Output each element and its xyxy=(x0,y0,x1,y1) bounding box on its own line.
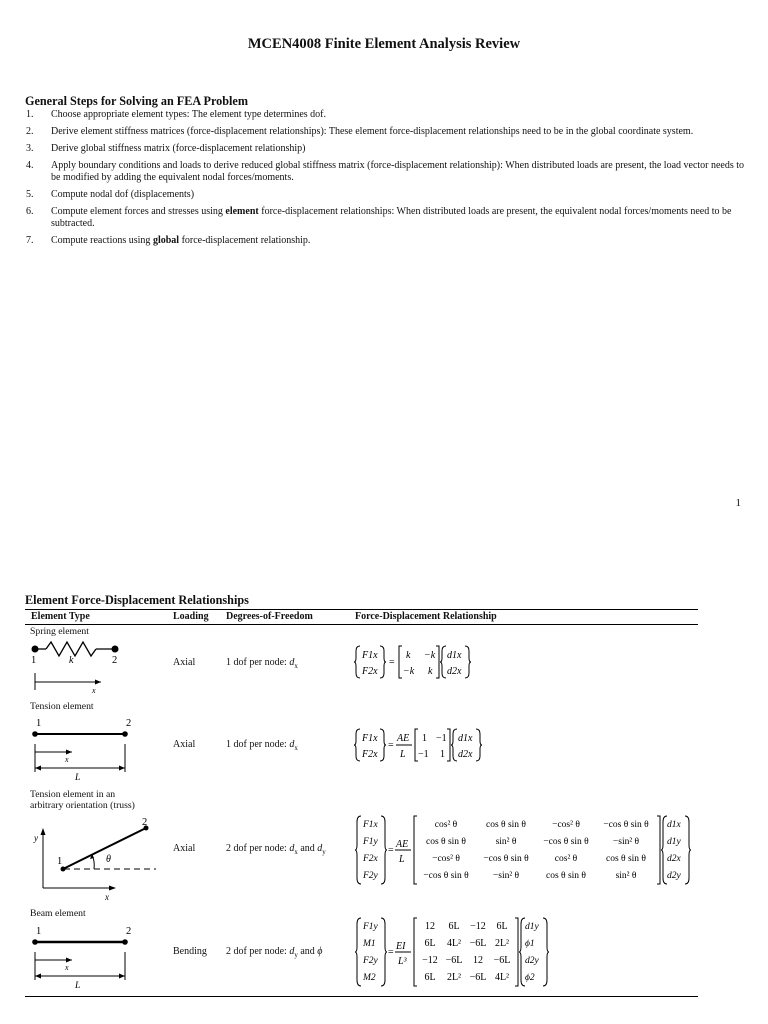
x-axis-label: x xyxy=(92,686,96,695)
svg-text:F2x: F2x xyxy=(362,749,378,760)
svg-text:d1y: d1y xyxy=(525,922,539,932)
step-text: Compute element forces and stresses using xyxy=(51,206,226,217)
dof-cell: 2 dof per node: $d_y$ and ϕ xyxy=(226,946,323,959)
step-text: Compute reactions using xyxy=(51,235,153,246)
step-number: 5. xyxy=(26,189,34,200)
svg-text:cos θ sin θ: cos θ sin θ xyxy=(486,820,526,830)
svg-text:F2x: F2x xyxy=(363,854,378,864)
svg-text:6L: 6L xyxy=(424,972,436,983)
svg-text:=: = xyxy=(388,740,394,751)
svg-text:d1x: d1x xyxy=(667,820,681,830)
svg-text:4L²: 4L² xyxy=(494,972,510,983)
step-number: 2. xyxy=(26,126,34,137)
step-number: 7. xyxy=(26,235,34,246)
node-1-label: 1 xyxy=(31,655,37,666)
svg-text:−cos² θ: −cos² θ xyxy=(552,820,580,830)
step-number: 1. xyxy=(26,109,34,120)
page-number: 1 xyxy=(735,497,741,509)
column-header-element-type: Element Type xyxy=(31,611,90,622)
svg-text:sin² θ: sin² θ xyxy=(495,837,517,847)
document-title: MCEN4008 Finite Element Analysis Review xyxy=(247,36,521,52)
length-label: L xyxy=(75,981,81,991)
loading-cell: Axial xyxy=(173,843,196,854)
node-2-label: 2 xyxy=(142,817,148,828)
step-text: Choose appropriate element types: The element type determines dof. xyxy=(51,109,327,120)
steps-list xyxy=(26,109,746,252)
svg-text:d1y: d1y xyxy=(667,837,681,847)
svg-text:L: L xyxy=(400,749,406,760)
column-header-loading: Loading xyxy=(173,611,209,622)
svg-text:4L²: 4L² xyxy=(446,938,462,949)
table-row-type: Spring element xyxy=(30,626,89,637)
theta-label: θ xyxy=(106,854,111,865)
svg-text:2L²: 2L² xyxy=(494,938,510,949)
dof-cell: 1 dof per node: $d_x$ xyxy=(226,739,298,752)
step-emphasis: global xyxy=(152,235,180,246)
svg-text:6L: 6L xyxy=(496,921,508,932)
svg-text:M2: M2 xyxy=(363,973,376,983)
stiffness-matrix xyxy=(422,921,510,983)
svg-text:sin² θ: sin² θ xyxy=(615,871,637,881)
dof-cell: 1 dof per node: $d_x$ xyxy=(226,657,298,670)
step-text: force-displacement relationship. xyxy=(179,235,311,246)
list-item xyxy=(26,109,746,121)
table-heading: Element Force-Displacement Relationships xyxy=(25,593,249,607)
svg-text:L³: L³ xyxy=(398,956,407,967)
truss-equation xyxy=(354,814,694,886)
node-1-label: 1 xyxy=(57,856,63,867)
svg-text:−6L: −6L xyxy=(445,955,463,966)
svg-text:12: 12 xyxy=(425,921,435,932)
column-header-relationship: Force-Displacement Relationship xyxy=(355,611,497,622)
list-item xyxy=(26,126,746,138)
svg-text:1: 1 xyxy=(422,733,427,744)
svg-text:2L²: 2L² xyxy=(446,972,462,983)
svg-text:F2y: F2y xyxy=(363,956,378,966)
svg-text:cos θ sin θ: cos θ sin θ xyxy=(426,837,466,847)
svg-text:EI: EI xyxy=(396,941,406,952)
tension-equation xyxy=(354,727,554,763)
column-header-dof: Degrees-of-Freedom xyxy=(226,611,313,622)
svg-text:d2y: d2y xyxy=(667,871,681,881)
svg-text:cos² θ: cos² θ xyxy=(434,820,458,830)
svg-text:−k: −k xyxy=(424,650,436,661)
svg-text:−cos θ sin θ: −cos θ sin θ xyxy=(483,854,529,864)
y-axis-label: y xyxy=(34,833,38,843)
svg-text:AE: AE xyxy=(397,733,410,744)
list-item xyxy=(26,206,746,230)
step-text: force-displacement relationships: When distributed loads are present, the equivalent nodal forces/moments need to be subtracted. xyxy=(51,206,732,229)
svg-text:−cos θ sin θ: −cos θ sin θ xyxy=(423,871,469,881)
svg-text:d2x: d2x xyxy=(667,854,681,864)
list-item xyxy=(26,143,746,155)
svg-text:−6L: −6L xyxy=(469,972,487,983)
svg-text:=: = xyxy=(389,657,395,668)
spring-equation xyxy=(354,644,554,680)
svg-text:1: 1 xyxy=(440,749,445,760)
table-row-type: Tension element xyxy=(30,701,94,712)
step-number: 6. xyxy=(26,206,34,217)
length-label: L xyxy=(75,773,81,783)
svg-text:ϕ1: ϕ1 xyxy=(525,939,535,949)
step-number: 3. xyxy=(26,143,34,154)
beam-diagram xyxy=(28,922,138,992)
svg-text:d2x: d2x xyxy=(458,749,473,760)
svg-text:−6L: −6L xyxy=(493,955,511,966)
loading-cell: Bending xyxy=(173,946,207,957)
svg-text:−6L: −6L xyxy=(469,938,487,949)
svg-text:=: = xyxy=(388,947,394,958)
node-1-label: 1 xyxy=(36,718,42,729)
svg-text:−sin² θ: −sin² θ xyxy=(492,871,520,881)
x-axis-label: x xyxy=(65,963,69,972)
list-item xyxy=(26,189,746,201)
svg-text:k: k xyxy=(406,650,411,661)
stiffness-matrix xyxy=(423,820,649,881)
svg-text:cos θ sin θ: cos θ sin θ xyxy=(546,871,586,881)
loading-cell: Axial xyxy=(173,739,196,750)
svg-text:−cos θ sin θ: −cos θ sin θ xyxy=(603,820,649,830)
svg-text:F1y: F1y xyxy=(363,922,378,932)
node-2-label: 2 xyxy=(112,655,118,666)
svg-text:−k: −k xyxy=(403,666,415,677)
node-2-label: 2 xyxy=(126,718,132,729)
svg-text:6L: 6L xyxy=(424,938,436,949)
table-top-rule xyxy=(25,609,698,610)
x-axis-label: x xyxy=(105,892,109,902)
x-axis-label: x xyxy=(65,755,69,764)
node-1-label: 1 xyxy=(36,926,42,937)
svg-text:d2x: d2x xyxy=(447,666,462,677)
svg-text:ϕ2: ϕ2 xyxy=(525,973,535,983)
beam-equation xyxy=(354,916,564,988)
step-text: Derive global stiffness matrix (force-displacement relationship) xyxy=(51,143,306,154)
table-row-type: Tension element in an arbitrary orientation (truss) xyxy=(30,789,135,811)
stiffness-label: k xyxy=(69,655,74,666)
table-header-rule xyxy=(25,624,698,625)
step-emphasis: element xyxy=(225,206,259,217)
svg-text:6L: 6L xyxy=(448,921,460,932)
svg-text:F2x: F2x xyxy=(362,666,378,677)
svg-text:F1y: F1y xyxy=(363,837,378,847)
step-text: Apply boundary conditions and loads to derive reduced global stiffness matrix (force-displacement relationship): When distributed loads are present, the load vector needs to be modified by adding the equivalent nodal forces/moments. xyxy=(51,160,745,183)
svg-text:=: = xyxy=(388,845,394,856)
tension-diagram xyxy=(28,714,138,784)
svg-text:−12: −12 xyxy=(470,921,486,932)
svg-text:F2y: F2y xyxy=(363,871,378,881)
step-number: 4. xyxy=(26,160,34,171)
list-item xyxy=(26,160,746,184)
truss-diagram xyxy=(28,814,158,904)
dof-cell: 2 dof per node: $d_x$ and $d_y$ xyxy=(226,843,326,856)
svg-text:AE: AE xyxy=(396,839,409,850)
svg-text:−sin² θ: −sin² θ xyxy=(612,837,640,847)
force-vector: F1x xyxy=(362,650,378,661)
step-text: Compute nodal dof (displacements) xyxy=(51,189,195,200)
table-row-type: Beam element xyxy=(30,908,86,919)
svg-text:−1: −1 xyxy=(436,733,447,744)
list-item xyxy=(26,235,746,247)
node-2-label: 2 xyxy=(126,926,132,937)
spring-diagram xyxy=(28,638,138,696)
svg-text:12: 12 xyxy=(473,955,483,966)
svg-text:−12: −12 xyxy=(422,955,438,966)
step-text: Derive element stiffness matrices (force-displacement relationships): These element force-displacement relationships need to be in the global coordinate system. xyxy=(51,126,694,137)
displacement-vector: d1x xyxy=(447,650,462,661)
svg-text:−cos² θ: −cos² θ xyxy=(432,854,460,864)
loading-cell: Axial xyxy=(173,657,196,668)
steps-heading: General Steps for Solving an FEA Problem xyxy=(25,94,248,108)
svg-text:cos² θ: cos² θ xyxy=(554,854,578,864)
svg-text:k: k xyxy=(428,666,433,677)
svg-text:cos θ sin θ: cos θ sin θ xyxy=(606,854,646,864)
svg-text:d2y: d2y xyxy=(525,956,539,966)
svg-text:M1: M1 xyxy=(363,939,376,949)
svg-text:F1x: F1x xyxy=(363,820,378,830)
svg-text:d1x: d1x xyxy=(458,733,473,744)
svg-text:−1: −1 xyxy=(418,749,429,760)
svg-text:F1x: F1x xyxy=(362,733,378,744)
svg-text:L: L xyxy=(399,854,405,865)
svg-text:−cos θ sin θ: −cos θ sin θ xyxy=(543,837,589,847)
table-bottom-rule xyxy=(25,996,698,997)
